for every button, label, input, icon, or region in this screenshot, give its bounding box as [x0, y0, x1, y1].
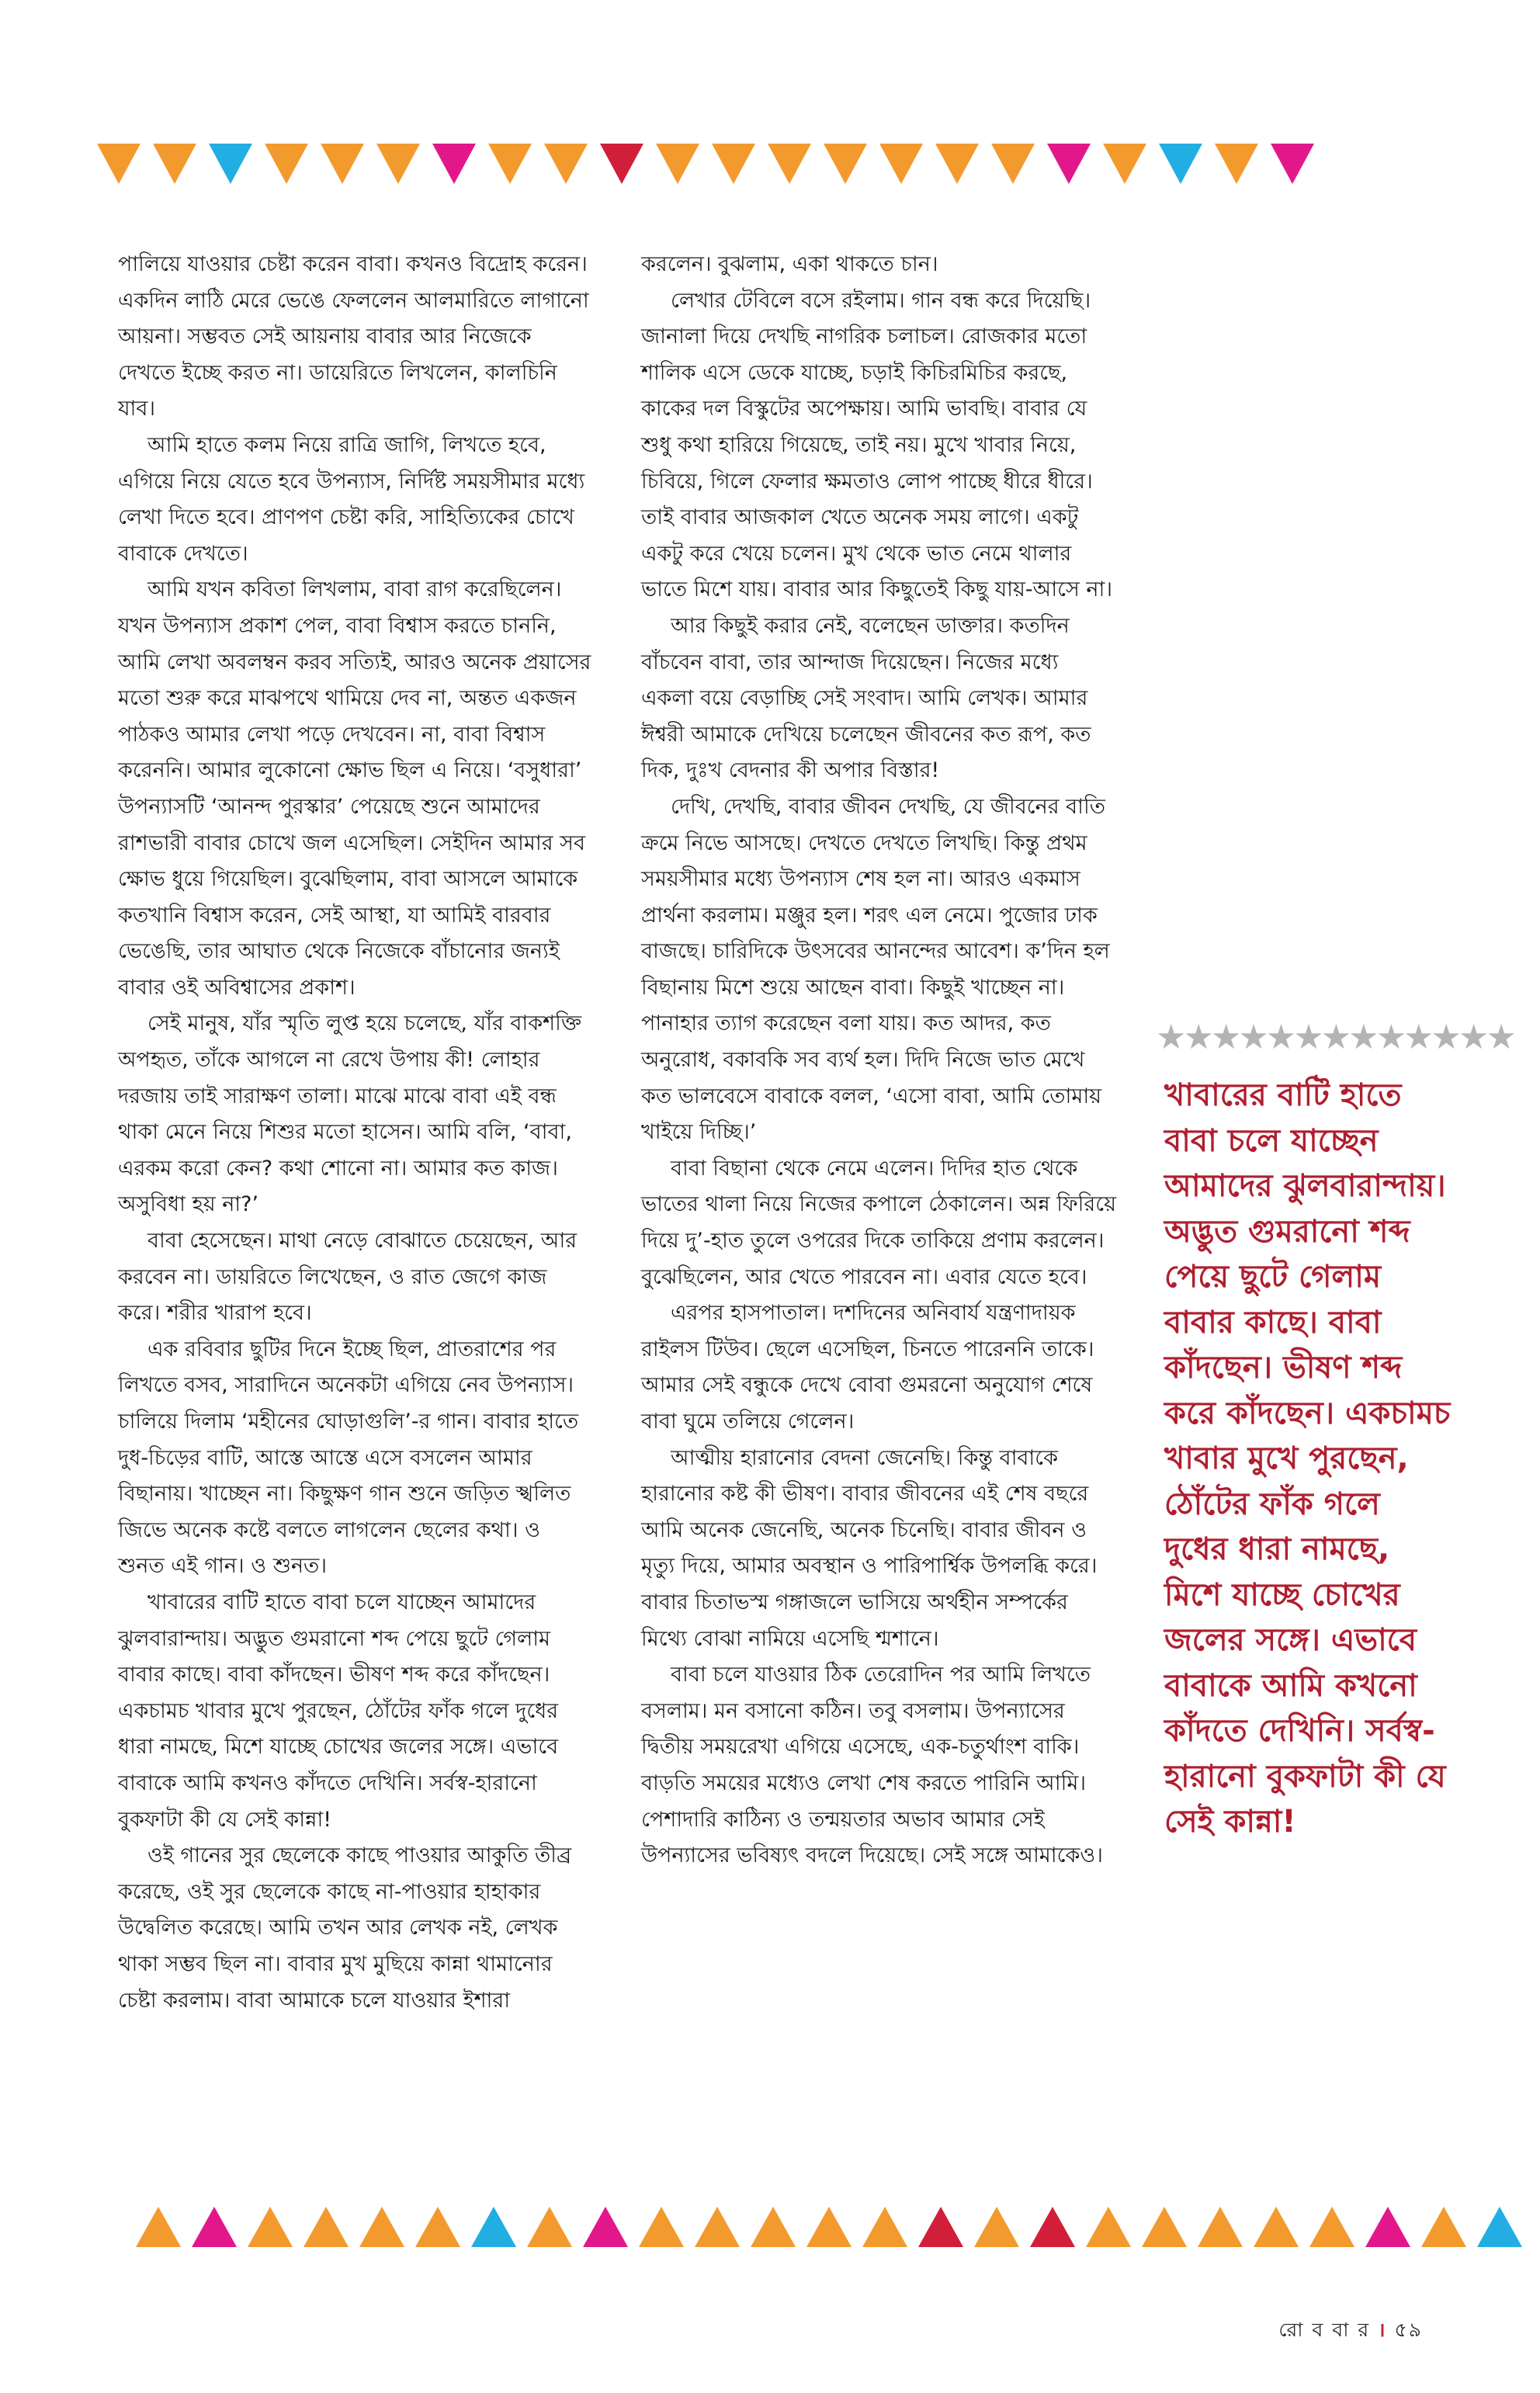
bunting-flag	[1309, 2207, 1354, 2247]
bunting-flag	[265, 144, 308, 184]
bunting-flag	[359, 2207, 404, 2247]
bunting-flag	[1047, 144, 1091, 184]
bunting-flag	[1103, 144, 1146, 184]
bunting-flag	[415, 2207, 460, 2247]
bunting-flag	[879, 144, 923, 184]
bunting-flag	[1086, 2207, 1131, 2247]
bunting-flag	[1198, 2207, 1243, 2247]
bunting-flag	[1271, 144, 1314, 184]
article-column-middle	[641, 247, 1116, 1875]
bottom-bunting-decoration	[0, 2203, 1540, 2257]
paragraph: লেখার টেবিলে বসে রইলাম। গান বন্ধ করে দিয়েছি। জানালা দিয়ে দেখছি নাগরিক চলাচল। রোজকার মতো শালিক এসে ডেকে যাচ্ছে, চড়াই কিচিরমিচির করছে, কাকের দল বিস্কুটের অপেক্ষায়। আমি ভাবছি। বাবার যে শুধু কথা হারিয়ে গিয়েছে, তাই নয়। মুখে খাবার নিয়ে, চিবিয়ে, গিলে ফেলার ক্ষমতাও লোপ পাচ্ছে ধীরে ধীরে। তাই বাবার আজকাল খেতে অনেক সময় লাগে। একটু একটু করে খেয়ে চলেন। মুখ থেকে ভাত নেমে থালার ভাতে মিশে যায়। বাবার আর কিছুতেই কিছু যায়-আসে না।	[641, 288, 1113, 602]
bunting-flag	[639, 2207, 684, 2247]
article-column-left	[118, 247, 593, 2019]
bunting-flag	[712, 144, 755, 184]
bunting-flag	[303, 2207, 349, 2247]
bunting-flag	[751, 2207, 796, 2247]
bunting-flag	[209, 144, 252, 184]
bunting-flag	[1159, 144, 1202, 184]
paragraph: বাবা চলে যাওয়ার ঠিক তেরোদিন পর আমি লিখতে বসলাম। মন বসানো কঠিন। তবু বসলাম। উপন্যাসের দ্বিতীয় সময়রেখা এগিয়ে এসেছে, এক-চতুর্থাংশ বাকি। বাড়তি সময়ের মধ্যেও লেখা শেষ করতে পারিনি আমি। পেশাদারি কাঠিন্য ও তন্ময়তার অভাব আমার সেই উপন্যাসের ভবিষ্যৎ বদলে দিয়েছে। সেই সঙ্গে আমাকেও।	[641, 1663, 1103, 1868]
paragraph: দেখি, দেখছি, বাবার জীবন দেখছি, যে জীবনের বাতি ক্রমে নিভে আসছে। দেখতে দেখতে লিখছি। কিন্তু প্রথম সময়সীমার মধ্যে উপন্যাস শেষ হল না। আরও একমাস প্রার্থনা করলাম। মঞ্জুর হল। শরৎ এল নেমে। পুজোর ঢাক বাজছে। চারিদিকে উৎসবের আনন্দের আবেশ। ক’দিন হল বিছানায় মিশে শুয়ে আছেন বাবা। কিছুই খাচ্ছেন না। পানাহার ত্যাগ করেছেন বলা যায়। কত আদর, কত অনুরোধ, বকাবকি সব ব্যর্থ হল। দিদি নিজে ভাত মেখে কত ভালবেসে বাবাকে বলল, ‘এসো বাবা, আমি তোমায় খাইয়ে দিচ্ছি।’	[641, 794, 1110, 1145]
paragraph: আমি যখন কবিতা লিখলাম, বাবা রাগ করেছিলেন। যখন উপন্যাস প্রকাশ পেল, বাবা বিশ্বাস করতে চাননি, আমি লেখা অবলম্বন করব সত্যিই, আরও অনেক প্রয়াসের মতো শুরু করে মাঝপথে থামিয়ে দেব না, অন্তত একজন পাঠকও আমার লেখা পড়ে দেখবেন। না, বাবা বিশ্বাস করেননি। আমার লুকোনো ক্ষোভ ছিল এ নিয়ে। ‘বসুধারা’ উপন্যাসটি ‘আনন্দ পুরস্কার’ পেয়েছে শুনে আমাদের রাশভারী বাবার চোখে জল এসেছিল। সেইদিন আমার সব ক্ষোভ ধুয়ে গিয়েছিল। বুঝেছিলাম, বাবা আসলে আমাকে কতখানি বিশ্বাস করেন, সেই আস্থা, যা আমিই বারবার ভেঙেছি, তার আঘাত থেকে নিজেকে বাঁচানোর জন্যই বাবার ওই অবিশ্বাসের প্রকাশ।	[118, 577, 591, 1000]
bunting-flag	[488, 144, 532, 184]
bunting-flag	[321, 144, 364, 184]
bunting-flag	[153, 144, 196, 184]
top-bunting-decoration	[0, 140, 1540, 194]
paragraph: আমি হাতে কলম নিয়ে রাত্রি জাগি, লিখতে হবে, এগিয়ে নিয়ে যেতে হবে উপন্যাস, নির্দিষ্ট সময়সীমার মধ্যে লেখা দিতে হবে। প্রাণপণ চেষ্টা করি, সাহিত্যিকের চোখে বাবাকে দেখতে।	[118, 432, 585, 566]
magazine-name: রো ব বা র	[1278, 2318, 1371, 2341]
bunting-flag	[97, 144, 140, 184]
bunting-flag	[248, 2207, 293, 2247]
bunting-flag	[432, 144, 476, 184]
bunting-flag	[974, 2207, 1019, 2247]
bunting-flag	[862, 2207, 907, 2247]
paragraph: আত্মীয় হারানোর বেদনা জেনেছি। কিন্তু বাবাকে হারানোর কষ্ট কী ভীষণ। বাবার জীবনের এই শেষ বছরে আমি অনেক জেনেছি, অনেক চিনেছি। বাবার জীবন ও মৃত্যু দিয়ে, আমার অবস্থান ও পারিপার্শ্বিক উপলব্ধি করে। বাবার চিতাভস্ম গঙ্গাজলে ভাসিয়ে অর্থহীন সম্পর্কের মিথ্যে বোঝা নামিয়ে এসেছি শ্মশানে।	[641, 1445, 1098, 1651]
bunting-flag	[768, 144, 811, 184]
bunting-flag	[1030, 2207, 1075, 2247]
paragraph: বাবা বিছানা থেকে নেমে এলেন। দিদির হাত থেকে ভাতের থালা নিয়ে নিজের কপালে ঠেকালেন। অন্ন ফিরিয়ে দিয়ে দু’-হাত তুলে ওপরের দিকে তাকিয়ে প্রণাম করলেন। বুঝেছিলেন, আর খেতে পারবেন না। এবার যেতে হবে।	[641, 1156, 1116, 1289]
footer-separator: ।	[1378, 2318, 1387, 2341]
bunting-flag	[1421, 2207, 1466, 2247]
bunting-flag	[1215, 144, 1258, 184]
bunting-flag	[471, 2207, 516, 2247]
bunting-flag	[1254, 2207, 1299, 2247]
pull-quote: খাবারের বাটি হাতে বাবা চলে যাচ্ছেন আমাদের ঝুলবারান্দায়। অদ্ভুত গুমরানো শব্দ পেয়ে ছুটে গেলাম বাবার কাছে। বাবা কাঁদছেন। ভীষণ শব্দ করে কাঁদছেন। একচামচ খাবার মুখে পুরছেন, ঠোঁটের ফাঁক গলে দুধের ধারা নামছে, মিশে যাচ্ছে চোখের জলের সঙ্গে। এভাবে বাবাকে আমি কখনো কাঁদতে দেখিনি। সর্বস্ব-হারানো বুকফাটা কী যে সেই কান্না!	[1164, 1077, 1451, 1840]
bunting-flag	[806, 2207, 852, 2247]
bunting-flag	[695, 2207, 740, 2247]
bunting-flag	[1365, 2207, 1410, 2247]
paragraph: এক রবিবার ছুটির দিনে ইচ্ছে ছিল, প্রাতরাশের পর লিখতে বসব, সারাদিনে অনেকটা এগিয়ে নেব উপন্যাস। চালিয়ে দিলাম ‘মহীনের ঘোড়াগুলি’-র গান। বাবার হাতে দুধ-চিড়ের বাটি, আস্তে আস্তে এসে বসলেন আমার বিছানায়। খাচ্ছেন না। কিছুক্ষণ গান শুনে জড়িত স্খলিত জিভে অনেক কষ্টে বলতে লাগলেন ছেলের কথা। ও শুনত এই গান। ও শুনত।	[118, 1337, 579, 1579]
page-number: ৫৯	[1394, 2318, 1423, 2341]
bunting-flag	[991, 144, 1035, 184]
paragraph: ওই গানের সুর ছেলেকে কাছে পাওয়ার আকুতি তীব্র করেছে, ওই সুর ছেলেকে কাছে না-পাওয়ার হাহাকার উদ্বেলিত করেছে। আমি তখন আর লেখক নই, লেখক থাকা সম্ভব ছিল না। বাবার মুখ মুছিয়ে কান্না থামানোর চেষ্টা করলাম। বাবা আমাকে চলে যাওয়ার ইশারা	[118, 1843, 572, 2013]
bunting-flag	[136, 2207, 181, 2247]
page-footer	[1237, 2315, 1423, 2348]
paragraph: এরপর হাসপাতাল। দশদিনের অনিবার্য যন্ত্রণাদায়ক রাইলস টিউব। ছেলে এসেছিল, চিনতে পারেননি তাকে। আমার সেই বন্ধুকে দেখে বোবা গুমরনো অনুযোগ শেষে বাবা ঘুমে তলিয়ে গেলেন।	[641, 1301, 1094, 1434]
bunting-flag	[192, 2207, 237, 2247]
bunting-flag	[544, 144, 588, 184]
bunting-flag	[935, 144, 979, 184]
bunting-flag	[656, 144, 699, 184]
bunting-flag	[824, 144, 867, 184]
bunting-flag	[600, 144, 643, 184]
star-divider-icon: ★★★★★★★★★★★★★	[1156, 1020, 1514, 1056]
paragraph: করলেন। বুঝলাম, একা থাকতে চান।	[641, 252, 938, 276]
paragraph: সেই মানুষ, যাঁর স্মৃতি লুপ্ত হয়ে চলেছে, যাঁর বাকশক্তি অপহৃত, তাঁকে আগলে না রেখে উপায় কী! লোহার দরজায় তাই সারাক্ষণ তালা। মাঝে মাঝে বাবা এই বন্ধ থাকা মেনে নিয়ে শিশুর মতো হাসেন। আমি বলি, ‘বাবা, এরকম করো কেন? কথা শোনো না। আমার কত কাজ। অসুবিধা হয় না?’	[118, 1011, 582, 1217]
bunting-flag	[583, 2207, 628, 2247]
paragraph: পালিয়ে যাওয়ার চেষ্টা করেন বাবা। কখনও বিদ্রোহ করেন। একদিন লাঠি মেরে ভেঙে ফেললেন আলমারিতে লাগানো আয়না। সম্ভবত সেই আয়নায় বাবার আর নিজেকে দেখতে ইচ্ছে করত না। ডায়েরিতে লিখলেন, কালচিনি যাব।	[118, 252, 589, 421]
bunting-flag	[918, 2207, 963, 2247]
paragraph: খাবারের বাটি হাতে বাবা চলে যাচ্ছেন আমাদের ঝুলবারান্দায়। অদ্ভুত গুমরানো শব্দ পেয়ে ছুটে গেলাম বাবার কাছে। বাবা কাঁদছেন। ভীষণ শব্দ করে কাঁদছেন। একচামচ খাবার মুখে পুরছেন, ঠোঁটের ফাঁক গলে দুধের ধারা নামছে, মিশে যাচ্ছে চোখের জলের সঙ্গে। এভাবে বাবাকে আমি কখনও কাঁদতে দেখিনি। সর্বস্ব-হারানো বুকফাটা কী যে সেই কান্না!	[118, 1590, 559, 1832]
bunting-flag	[376, 144, 420, 184]
bunting-flag	[527, 2207, 572, 2247]
paragraph: আর কিছুই করার নেই, বলেছেন ডাক্তার। কতদিন বাঁচবেন বাবা, তার আন্দাজ দিয়েছেন। নিজের মধ্যে একলা বয়ে বেড়াচ্ছি সেই সংবাদ। আমি লেখক। আমার ঈশ্বরী আমাকে দেখিয়ে চলেছেন জীবনের কত রূপ, কত দিক, দুঃখ বেদনার কী অপার বিস্তার!	[641, 613, 1091, 783]
bunting-flag	[1477, 2207, 1522, 2247]
paragraph: বাবা হেসেছেন। মাথা নেড়ে বোঝাতে চেয়েছেন, আর করবেন না। ডায়রিতে লিখেছেন, ও রাত জেগে কাজ করে। শরীর খারাপ হবে।	[118, 1229, 578, 1326]
bunting-flag	[1142, 2207, 1187, 2247]
